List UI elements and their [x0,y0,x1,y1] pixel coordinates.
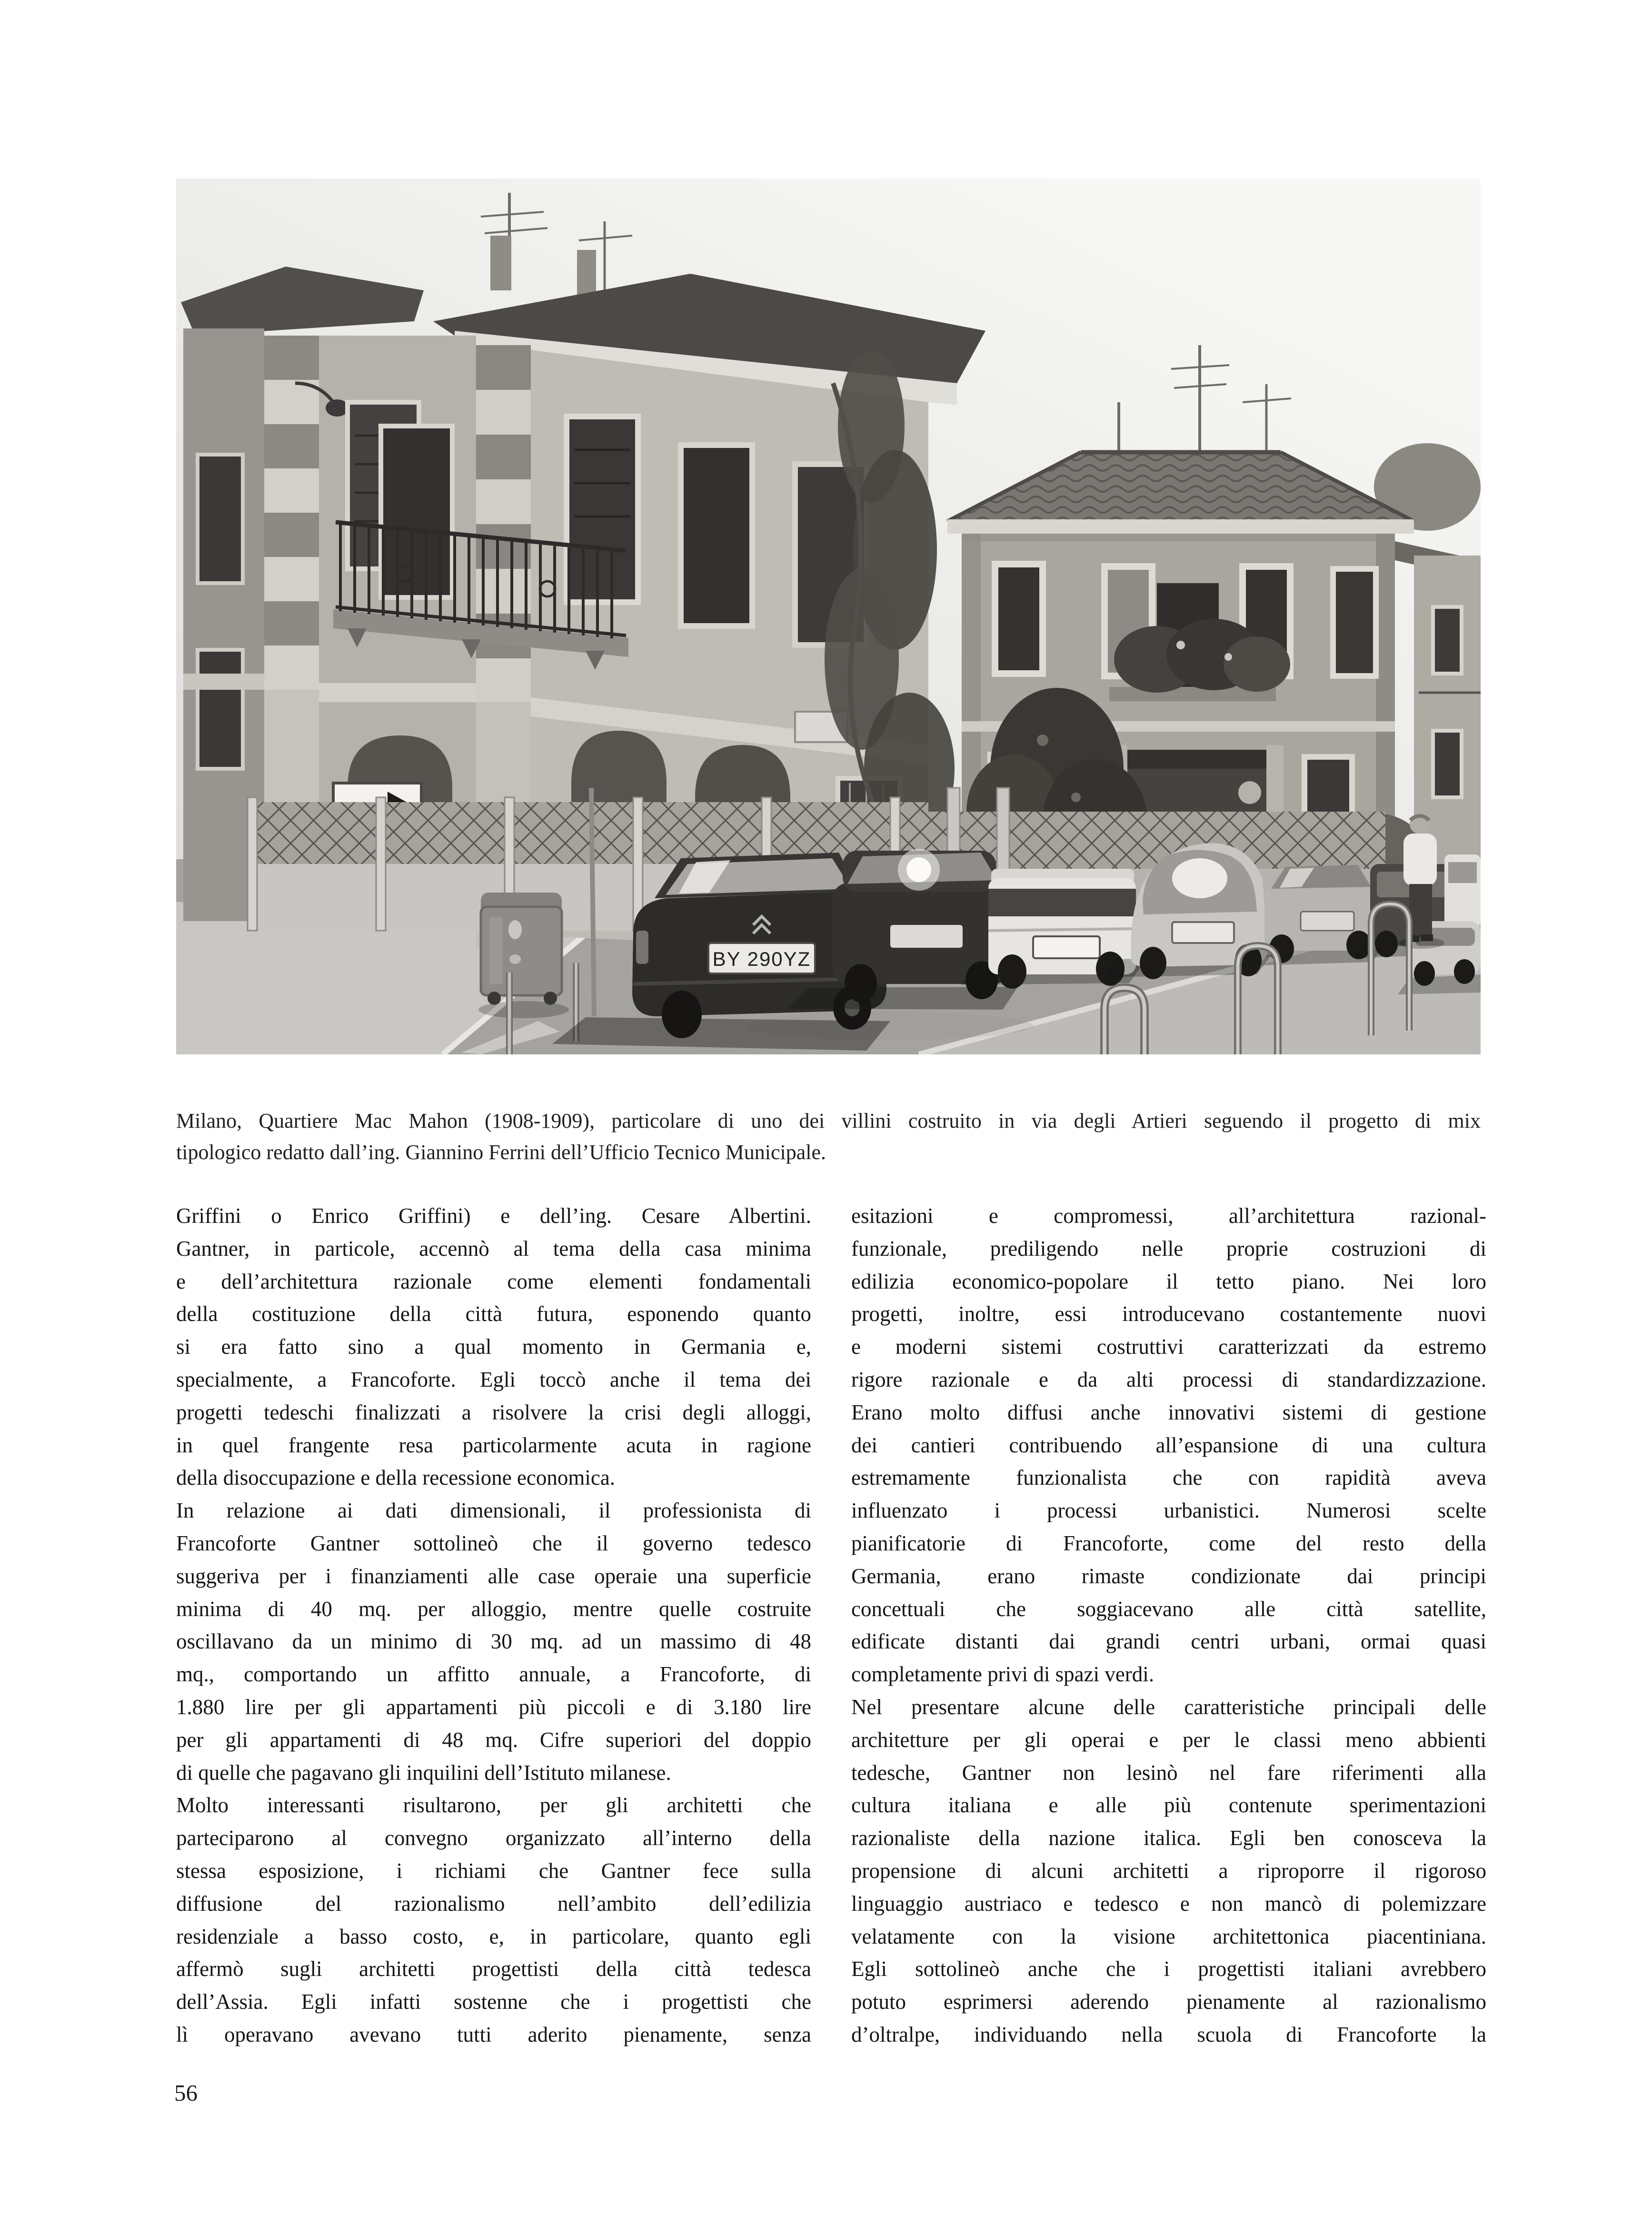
text-line: e dell’architettura razionale come elementi fondamentali [176,1269,811,1293]
body-text [176,1200,1486,2051]
text-line: Nel presentare alcune delle caratteristiche principali delle [851,1695,1486,1719]
text-line: dell’Assia. Egli infatti sostenne che i progettisti che [176,1990,811,2014]
text-line: architetture per gli operai e per le classi meno abbienti [851,1728,1486,1752]
text-line: dei cantieri contribuendo all’espansione di una cultura [851,1433,1486,1457]
text-line: edificate distanti dai grandi centri urbani, ormai quasi [851,1629,1486,1654]
text-line: stessa esposizione, i richiami che Gantner fece sulla [176,1858,811,1883]
caption-line: Milano, Quartiere Mac Mahon (1908-1909), particolare di uno dei villini costruito in via degli Artieri seguendo il progetto di mix [176,1109,1481,1132]
text-line: influenzato i processi urbanistici. Numerosi scelte [851,1499,1486,1523]
text-line: funzionale, prediligendo nelle proprie costruzioni di [851,1236,1486,1261]
text-line: potuto esprimersi aderendo pienamente al razionalismo [851,1990,1486,2014]
figure-caption [176,1105,1481,1168]
text-line: cultura italiana e alle più contenute sperimentazioni [851,1793,1486,1817]
photo-villini-mac-mahon [176,179,1481,1054]
text-line: si era fatto sino a qual momento in Germania e, [176,1335,811,1359]
text-line: Molto interessanti risultarono, per gli architetti che [176,1793,811,1817]
photo-scene [176,179,1481,1054]
car-white-van-far [1444,854,1481,927]
text-line: mq., comportando un affitto annuale, a Francoforte, di [176,1662,811,1687]
text-line: specialmente, a Francoforte. Egli toccò anche il tema dei [176,1367,811,1391]
text-line: concettuali che soggiacevano alle città satellite, [851,1597,1486,1621]
text-line: Francoforte Gantner sottolineò che il governo tedesco [176,1531,811,1555]
text-line: Gantner, in particole, accennò al tema della casa minima [176,1236,811,1261]
text-line: velatamente con la visione architettonica piacentiniana. [851,1924,1486,1948]
text-line: propensione di alcuni architetti a riproporre il rigoroso [851,1858,1486,1883]
text-line: razionaliste della nazione italica. Egli ben conosceva la [851,1826,1486,1850]
text-line: della costituzione della città futura, esponendo quanto [176,1302,811,1326]
text-line: parteciparono al convegno organizzato all’interno della [176,1826,811,1850]
text-line: oscillavano da un minimo di 30 mq. ad un massimo di 48 [176,1629,811,1654]
text-line: Griffini o Enrico Griffini) e dell’ing. Cesare Albertini. [176,1204,811,1228]
page-number: 56 [174,2080,198,2106]
license-plate-text: BY 290YZ [712,948,811,970]
text-line: di quelle che pagavano gli inquilini dell’Istituto milanese. [176,1760,671,1785]
text-line: pianificatorie di Francoforte, come del resto della [851,1531,1486,1555]
text-line: della disoccupazione e della recessione economica. [176,1466,616,1490]
text-line: rigore razionale e da alti processi di standardizzazione. [851,1367,1486,1391]
text-line: lì operavano avevano tutti aderito pienamente, senza [176,2022,811,2046]
text-line: linguaggio austriaco e tedesco e non mancò di polemizzare [851,1891,1486,1916]
text-line: suggeriva per i finanziamenti alle case operaie una superficie [176,1564,811,1588]
text-line: completamente privi di spazi verdi. [851,1662,1154,1687]
text-line: Germania, erano rimaste condizionate dai principi [851,1564,1486,1588]
text-line: per gli appartamenti di 48 mq. Cifre superiori del doppio [176,1728,811,1752]
text-line: diffusione del razionalismo nell’ambito dell’edilizia [176,1891,811,1916]
text-line: in quel frangente resa particolarmente acuta in ragione [176,1433,811,1457]
text-line: tedesche, Gantner non lesinò nel fare riferimenti alla [851,1760,1486,1785]
text-line: 1.880 lire per gli appartamenti più piccoli e di 3.180 lire [176,1695,811,1719]
text-line: estremamente funzionalista che con rapidità aveva [851,1466,1486,1490]
text-column-left [176,1200,811,2051]
text-line: Erano molto diffusi anche innovativi sistemi di gestione [851,1400,1486,1424]
text-line: d’oltralpe, individuando nella scuola di Francoforte la [851,2022,1486,2046]
text-line: In relazione ai dati dimensionali, il professionista di [176,1499,811,1523]
text-line: residenziale a basso costo, e, in particolare, quanto egli [176,1924,811,1948]
text-line: progetti, inoltre, essi introducevano costantemente nuovi [851,1302,1486,1326]
text-line: affermò sugli architetti progettisti della città tedesca [176,1957,811,1981]
text-column-right [851,1200,1486,2051]
text-line: Egli sottolineò anche che i progettisti italiani avrebbero [851,1957,1486,1981]
text-line: e moderni sistemi costruttivi caratterizzati da estremo [851,1335,1486,1359]
text-line: minima di 40 mq. per alloggio, mentre quelle costruite [176,1597,811,1621]
text-line: progetti tedeschi finalizzati a risolvere la crisi degli alloggi, [176,1400,811,1424]
text-line: esitazioni e compromessi, all’architettura razional- [851,1204,1486,1228]
caption-line: tipologico redatto dall’ing. Giannino Ferrini dell’Ufficio Tecnico Municipale. [176,1141,826,1164]
text-line: edilizia economico-popolare il tetto piano. Nei loro [851,1269,1486,1293]
